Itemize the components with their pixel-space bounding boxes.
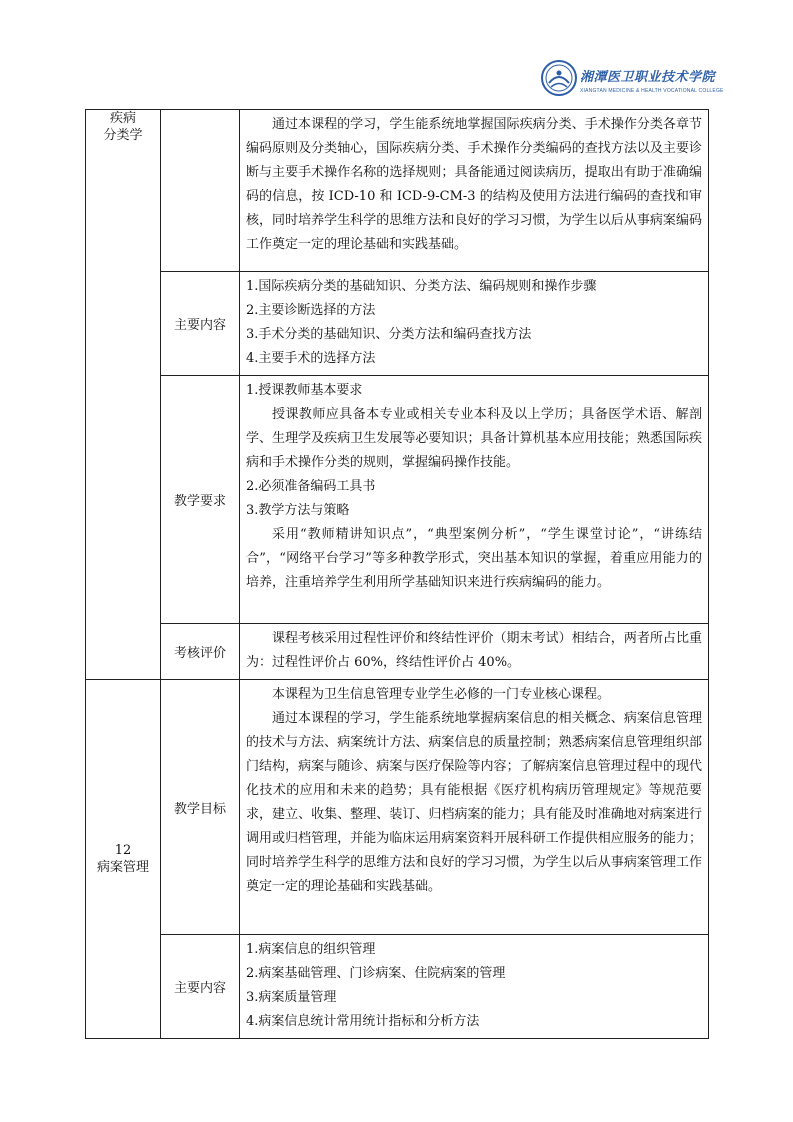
objective-text-1: 本课程为卫生信息管理专业学生必修的一门专业核心课程。 xyxy=(272,687,611,702)
assessment-cell xyxy=(240,624,709,680)
requirement-cell xyxy=(240,376,709,624)
course-number: 12 xyxy=(114,843,132,858)
table-row xyxy=(86,376,709,624)
curriculum-table xyxy=(85,109,709,1039)
objective-cell xyxy=(240,680,709,935)
list-item: 1.病案信息的组织管理 xyxy=(246,942,376,957)
objective-label: 教学目标 xyxy=(161,680,240,935)
course-name: 病案管理 xyxy=(96,860,149,875)
course-name-line1: 疾病 xyxy=(109,111,136,126)
list-item: 1.国际疾病分类的基础知识、分类方法、编码规则和操作步骤 xyxy=(246,279,597,294)
college-name-block xyxy=(580,66,724,94)
table-row xyxy=(86,272,709,376)
course-name-cell xyxy=(86,680,161,1039)
college-name-en: XIANGTAN MEDICINE & HEALTH VOCATIONAL COLLEGE xyxy=(580,88,724,94)
list-item: 3.病案质量管理 xyxy=(246,990,337,1005)
objective-cell xyxy=(240,110,709,272)
content-cell xyxy=(240,935,709,1039)
list-item: 2.病案基础管理、门诊病案、住院病案的管理 xyxy=(246,966,506,981)
course-name-cell xyxy=(86,110,161,680)
table-row xyxy=(86,110,709,272)
requirement-label: 教学要求 xyxy=(161,376,240,624)
objective-text: 通过本课程的学习，学生能系统地掌握国际疾病分类、手术操作分类各章节编码原则及分类轴心，国际疾病分类、手术操作分类编码的查找方法以及主要诊断与主要手术操作名称的选择规则；具备能通过阅读病历，提取出有助于准确编码的信息，按 ICD-10 和 ICD-9-CM-3 的结构及使用方法进行编码的查找和审核，同时培养学生科学的思维方法和良好的学习习惯，为学生以后从事病案编码工作奠定一定的理论基础和实践基础。 xyxy=(246,117,702,252)
table-row xyxy=(86,624,709,680)
empty-label-cell xyxy=(161,110,240,272)
assessment-text: 课程考核采用过程性评价和终结性评价（期末考试）相结合，两者所占比重为：过程性评价占 60%，终结性评价占 40%。 xyxy=(246,631,702,670)
table-row xyxy=(86,935,709,1039)
list-item: 3.手术分类的基础知识、分类方法和编码查找方法 xyxy=(246,327,532,342)
requirement-heading-3: 3.教学方法与策略 xyxy=(246,503,350,518)
college-name-cn: 湘潭医卫职业技术学院 xyxy=(580,70,716,85)
content-label: 主要内容 xyxy=(161,935,240,1039)
list-item: 2.主要诊断选择的方法 xyxy=(246,303,376,318)
objective-text-2: 通过本课程的学习，学生能系统地掌握病案信息的相关概念、病案信息管理的技术与方法、病案统计方法、病案信息的质量控制；熟悉病案信息管理组织部门结构，病案与随诊、病案与医疗保险等内容；了解病案信息管理过程中的现代化技术的应用和未来的趋势；具有能根据《医疗机构病历管理规定》等规范要求，建立、收集、整理、装订、归档病案的能力；具有能及时准确地对病案进行调用或归档管理，并能为临床运用病案资料开展科研工作提供相应服务的能力；同时培养学生科学的思维方法和良好的学习习惯，为学生以后从事病案管理工作奠定一定的理论基础和实践基础。 xyxy=(246,711,702,894)
list-item: 4.主要手术的选择方法 xyxy=(246,351,376,366)
requirement-heading-2: 2.必须准备编码工具书 xyxy=(246,479,376,494)
course-name-line2: 分类学 xyxy=(103,128,143,143)
requirement-text-3: 采用“教师精讲知识点”，“典型案例分析”，“学生课堂讨论”，“讲练结合”，“网络平台学习”等多种教学形式，突出基本知识的掌握，着重应用能力的培养，注重培养学生利用所学基础知识来进行疾病编码的能力。 xyxy=(246,527,702,590)
list-item: 4.病案信息统计常用统计指标和分析方法 xyxy=(246,1014,480,1029)
requirement-text-1: 授课教师应具备本专业或相关专业本科及以上学历；具备医学术语、解剖学、生理学及疾病卫生发展等必要知识；具备计算机基本应用技能；熟悉国际疾病和手术操作分类的规则，掌握编码操作技能。 xyxy=(246,407,702,470)
college-emblem-icon xyxy=(541,56,577,100)
assessment-label: 考核评价 xyxy=(161,624,240,680)
table-row xyxy=(86,680,709,935)
requirement-heading-1: 1.授课教师基本要求 xyxy=(246,383,363,398)
content-cell xyxy=(240,272,709,376)
content-label: 主要内容 xyxy=(161,272,240,376)
